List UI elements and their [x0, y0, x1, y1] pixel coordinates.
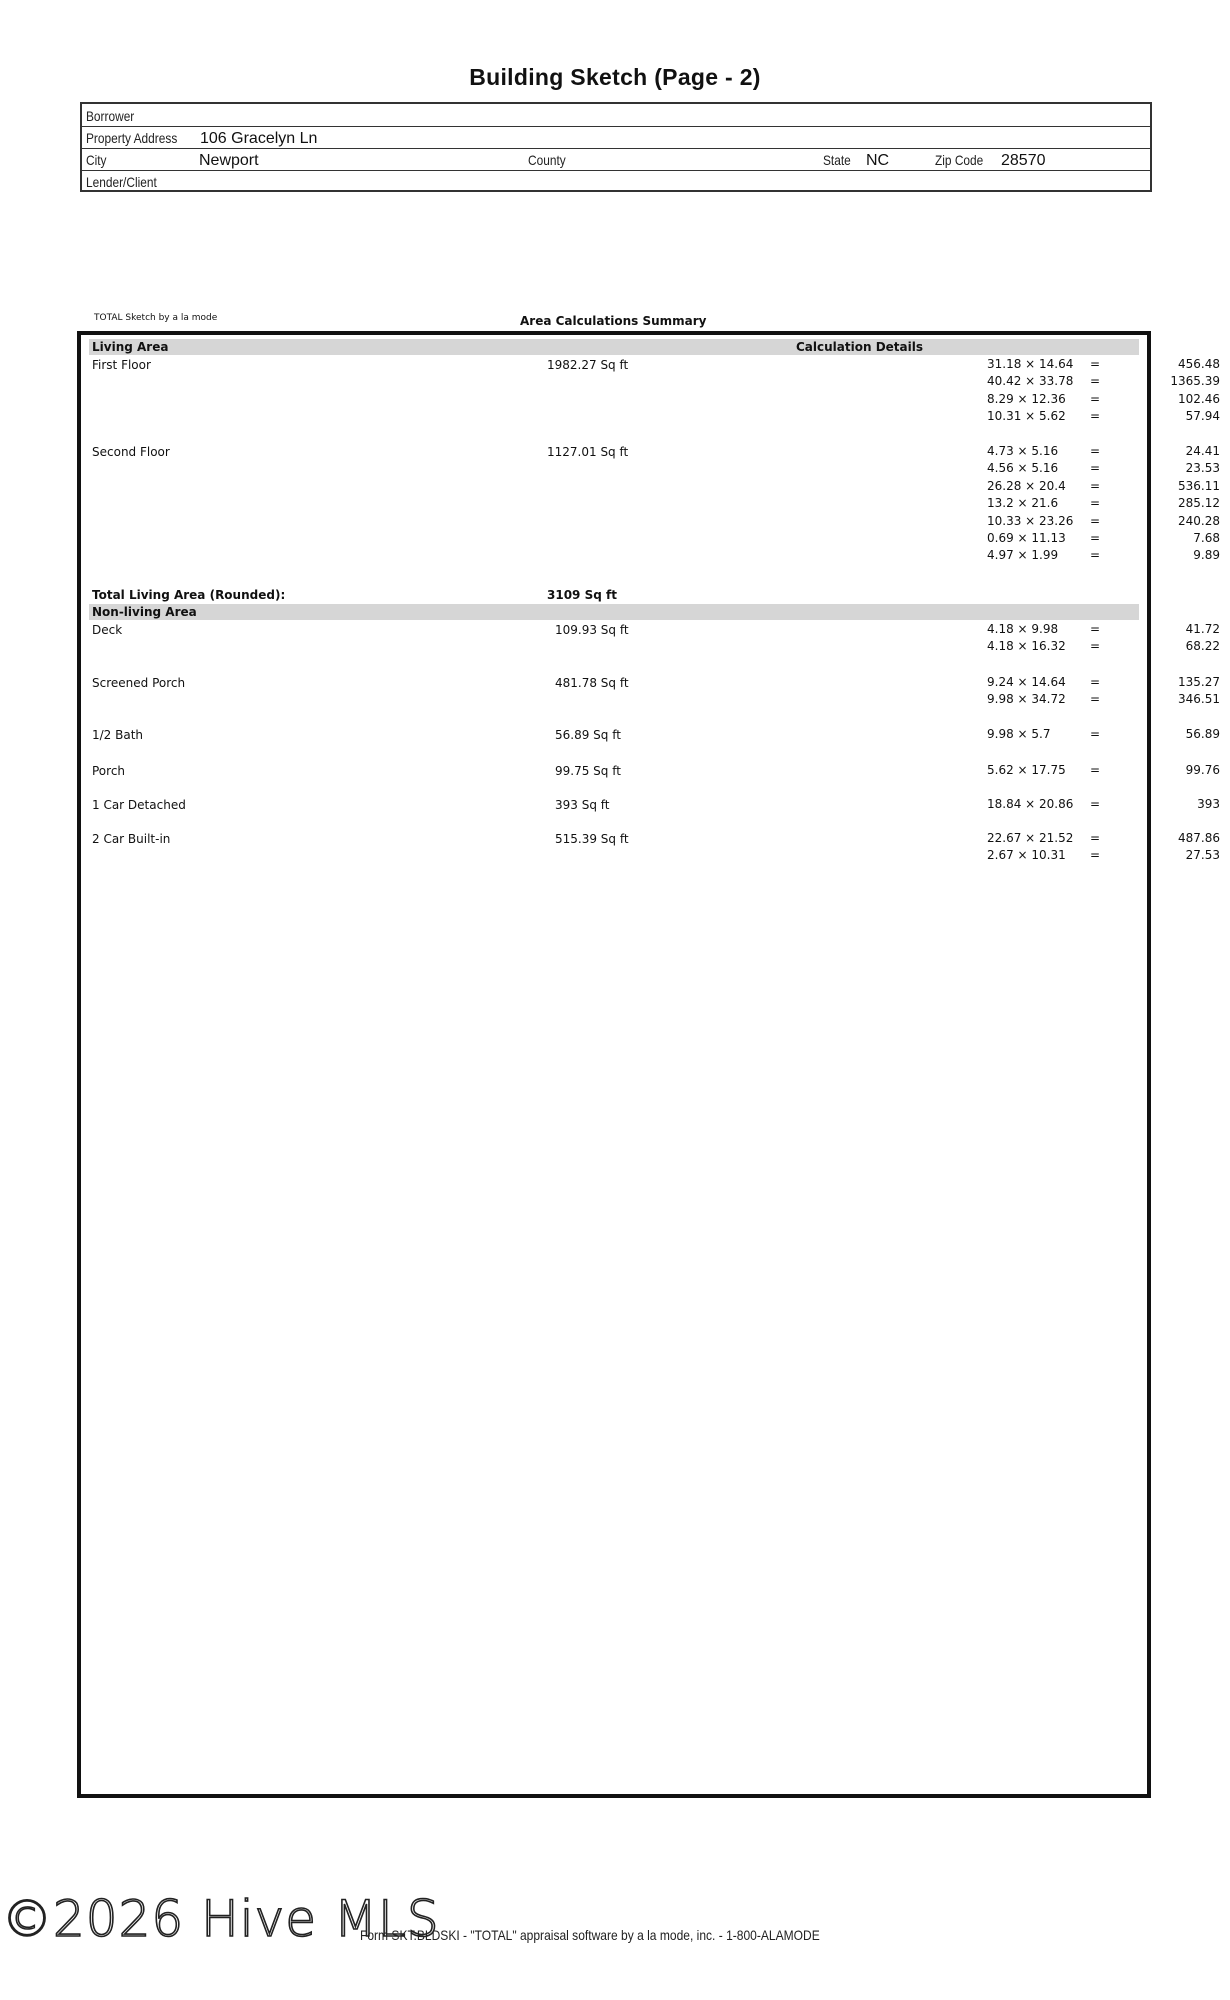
- calc-equals: =: [1089, 639, 1101, 654]
- calculation-line: [987, 621, 1220, 638]
- calc-equals: =: [1089, 797, 1101, 811]
- calc-equals: =: [1089, 530, 1101, 545]
- calc-equals: =: [1089, 831, 1101, 845]
- total-living-value: 3109 Sq ft: [547, 588, 617, 602]
- calc-expression: 4.73 × 5.16: [987, 444, 1059, 458]
- calc-equals: =: [1089, 622, 1101, 636]
- calc-result: 56.89: [1185, 727, 1220, 741]
- calc-expression: 10.33 × 23.26: [987, 513, 1074, 528]
- living-area-name: Second Floor: [92, 445, 170, 459]
- calc-expression: 22.67 × 21.52: [987, 831, 1074, 845]
- calc-equals: =: [1089, 409, 1101, 424]
- calculation-line: [987, 408, 1220, 425]
- calculation-line: [987, 726, 1220, 743]
- calc-equals: =: [1089, 461, 1101, 476]
- calc-expression: 4.18 × 16.32: [987, 639, 1066, 654]
- nonliving-area-area: 109.93 Sq ft: [555, 623, 629, 637]
- address-value: 106 Gracelyn Ln: [200, 130, 318, 147]
- calc-result: 393: [1197, 797, 1220, 811]
- summary-title: Area Calculations Summary: [520, 314, 707, 328]
- nonliving-area-calculations: [987, 830, 1220, 865]
- zip-value: 28570: [1001, 152, 1046, 169]
- calc-result: 346.51: [1178, 692, 1220, 707]
- calc-equals: =: [1089, 478, 1101, 493]
- calc-result: 240.28: [1178, 513, 1220, 528]
- calc-expression: 4.97 × 1.99: [987, 548, 1059, 563]
- calc-result: 27.53: [1185, 848, 1220, 863]
- calculation-line: [987, 513, 1220, 530]
- calculation-line: [987, 691, 1220, 708]
- calculation-line: [987, 356, 1220, 373]
- sketch-software-note: TOTAL Sketch by a la mode: [94, 313, 218, 323]
- address-label: Property Address: [86, 130, 178, 146]
- calc-result: 285.12: [1178, 496, 1220, 511]
- calc-equals: =: [1089, 727, 1101, 741]
- nonliving-area-calculations: [987, 726, 1220, 743]
- calc-result: 9.89: [1193, 548, 1220, 563]
- nonliving-area-name: Deck: [92, 623, 123, 637]
- nonliving-area-calculations: [987, 762, 1220, 779]
- calc-equals: =: [1089, 374, 1101, 389]
- calc-equals: =: [1089, 391, 1101, 406]
- calc-expression: 2.67 × 10.31: [987, 848, 1066, 863]
- borrower-label: Borrower: [86, 108, 135, 124]
- calculation-line: [987, 478, 1220, 495]
- living-area-name: First Floor: [92, 358, 151, 372]
- lender-label: Lender/Client: [86, 174, 157, 190]
- calculation-line: [987, 847, 1220, 864]
- nonliving-area-header: Non-living Area: [92, 605, 197, 619]
- nonliving-area-name: 1/2 Bath: [92, 728, 144, 742]
- calc-result: 99.76: [1185, 763, 1220, 777]
- nonliving-area-area: 515.39 Sq ft: [555, 832, 629, 846]
- form-footer: Form SKT.BLDSKI - "TOTAL" appraisal software by a la mode, inc. - 1-800-ALAMODE: [360, 1927, 820, 1943]
- calc-expression: 13.2 × 21.6: [987, 496, 1059, 511]
- calc-result: 24.41: [1185, 444, 1220, 458]
- nonliving-area-area: 393 Sq ft: [555, 798, 610, 812]
- calculation-line: [987, 391, 1220, 408]
- calc-equals: =: [1089, 692, 1101, 707]
- nonliving-area-area: 99.75 Sq ft: [555, 764, 621, 778]
- nonliving-area-name: 2 Car Built-in: [92, 832, 171, 846]
- calc-equals: =: [1089, 357, 1101, 371]
- calc-result: 7.68: [1193, 530, 1220, 545]
- zip-label: Zip Code: [935, 152, 984, 168]
- nonliving-area-name: 1 Car Detached: [92, 798, 186, 812]
- calculation-line: [987, 830, 1220, 847]
- state-value: NC: [866, 152, 890, 169]
- calc-expression: 26.28 × 20.4: [987, 478, 1066, 493]
- calc-result: 536.11: [1178, 478, 1220, 493]
- calc-equals: =: [1089, 513, 1101, 528]
- living-area-area: 1982.27 Sq ft: [547, 358, 629, 372]
- calc-result: 68.22: [1185, 639, 1220, 654]
- city-value: Newport: [199, 152, 259, 169]
- calc-result: 1365.39: [1170, 374, 1220, 389]
- calc-equals: =: [1089, 675, 1101, 689]
- calc-expression: 31.18 × 14.64: [987, 357, 1074, 371]
- calc-equals: =: [1089, 496, 1101, 511]
- calc-expression: 9.98 × 34.72: [987, 692, 1066, 707]
- nonliving-area-calculations: [987, 674, 1220, 709]
- nonliving-area-area: 56.89 Sq ft: [555, 728, 621, 742]
- lender-row: [82, 170, 1150, 192]
- calc-expression: 18.84 × 20.86: [987, 797, 1074, 811]
- nonliving-area-name: Screened Porch: [92, 676, 186, 690]
- property-header: [80, 102, 1152, 192]
- total-living-label: Total Living Area (Rounded):: [92, 588, 286, 602]
- calc-expression: 0.69 × 11.13: [987, 530, 1066, 545]
- calculation-line: [987, 762, 1220, 779]
- calc-result: 41.72: [1185, 622, 1220, 636]
- page-title: Building Sketch (Page - 2): [469, 64, 761, 90]
- state-label: State: [823, 152, 851, 168]
- calc-result: 456.48: [1178, 357, 1220, 371]
- calc-expression: 9.24 × 14.64: [987, 675, 1066, 689]
- city-row: [82, 148, 1150, 171]
- nonliving-area-band: [89, 604, 1139, 620]
- calc-result: 487.86: [1178, 831, 1220, 845]
- calc-result: 57.94: [1185, 409, 1220, 424]
- calculation-line: [987, 796, 1220, 813]
- calc-equals: =: [1089, 848, 1101, 863]
- calc-expression: 4.18 × 9.98: [987, 622, 1059, 636]
- living-area-calculations: [987, 443, 1220, 565]
- calc-expression: 9.98 × 5.7: [987, 727, 1051, 741]
- nonliving-area-area: 481.78 Sq ft: [555, 676, 629, 690]
- calculation-details-header: Calculation Details: [796, 340, 924, 354]
- calc-result: 135.27: [1178, 675, 1220, 689]
- calculation-line: [987, 495, 1220, 512]
- living-area-band: [89, 339, 1139, 355]
- living-area-header: Living Area: [92, 340, 169, 354]
- calc-equals: =: [1089, 548, 1101, 563]
- calc-expression: 4.56 × 5.16: [987, 461, 1059, 476]
- calc-expression: 8.29 × 12.36: [987, 391, 1066, 406]
- calculation-line: [987, 443, 1220, 460]
- nonliving-area-calculations: [987, 621, 1220, 656]
- calc-result: 102.46: [1178, 391, 1220, 406]
- address-row: [82, 126, 1150, 149]
- calc-expression: 5.62 × 17.75: [987, 763, 1066, 777]
- calculation-line: [987, 547, 1220, 564]
- calc-equals: =: [1089, 444, 1101, 458]
- calc-result: 23.53: [1185, 461, 1220, 476]
- area-calculations-frame: [77, 331, 1220, 1798]
- living-area-area: 1127.01 Sq ft: [547, 445, 629, 459]
- city-label: City: [86, 152, 107, 168]
- nonliving-area-name: Porch: [92, 764, 126, 778]
- calc-expression: 40.42 × 33.78: [987, 374, 1074, 389]
- watermark: ©2026 Hive MLS: [2, 1890, 440, 1948]
- calculation-line: [987, 674, 1220, 691]
- calculation-line: [987, 638, 1220, 655]
- nonliving-area-calculations: [987, 796, 1220, 813]
- county-label: County: [528, 152, 566, 168]
- calc-equals: =: [1089, 763, 1101, 777]
- living-area-calculations: [987, 356, 1220, 426]
- calculation-line: [987, 373, 1220, 390]
- calc-expression: 10.31 × 5.62: [987, 409, 1066, 424]
- calculation-line: [987, 460, 1220, 477]
- borrower-row: [82, 104, 1150, 127]
- calculation-line: [987, 530, 1220, 547]
